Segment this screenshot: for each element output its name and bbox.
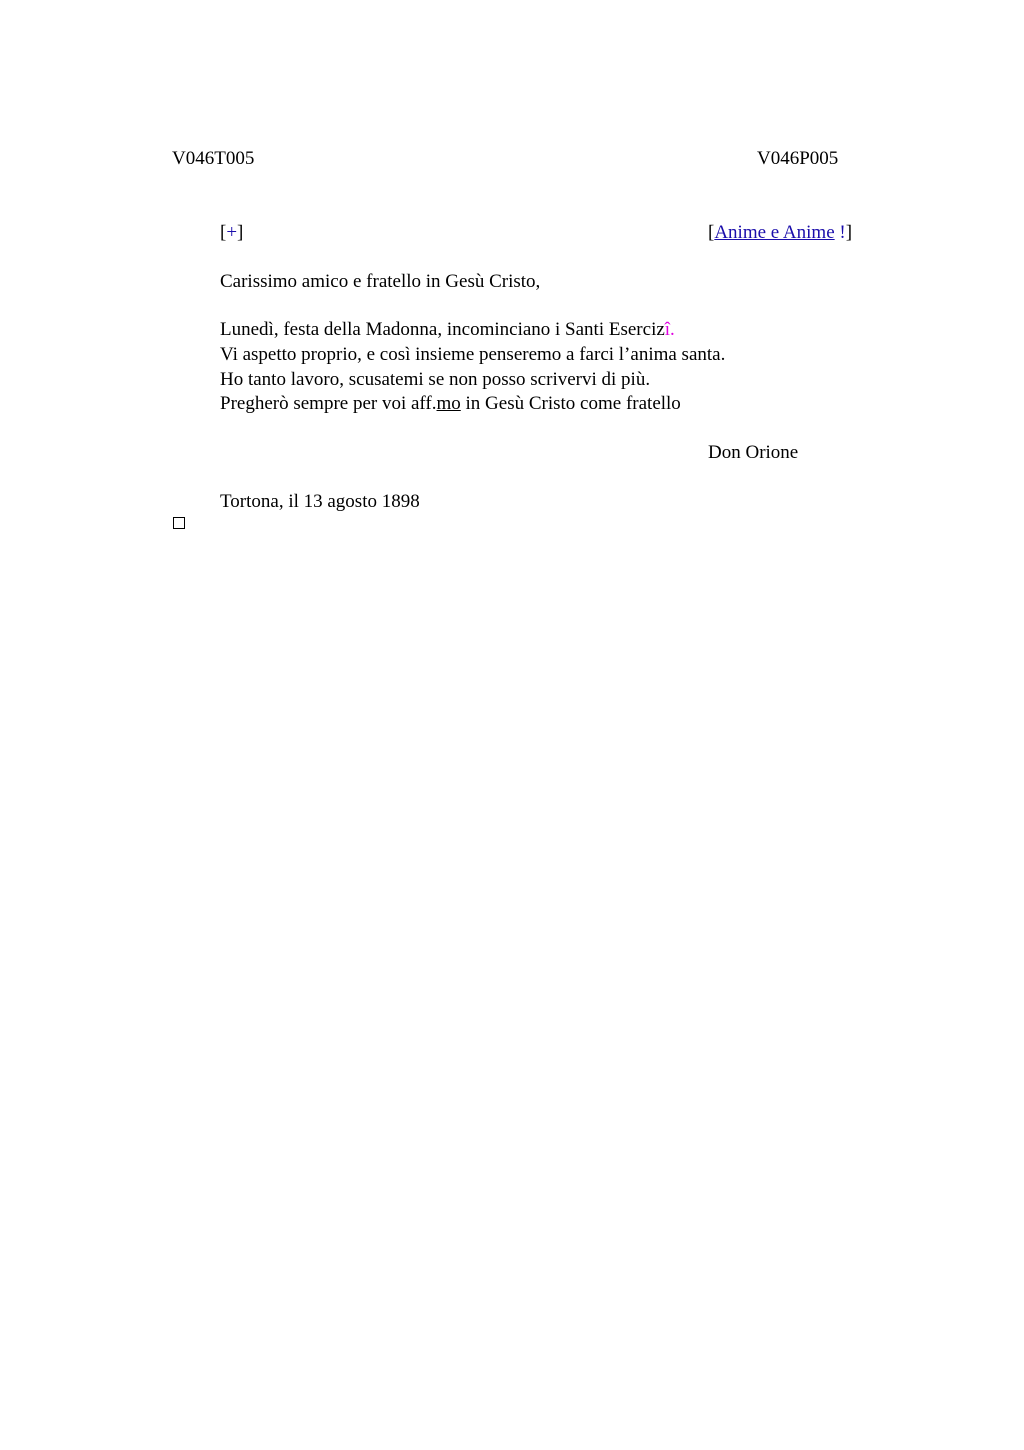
letter-line-1-text: Lunedì, festa della Madonna, incominciano i Santi Eserciz xyxy=(220,319,665,340)
bracket-close: ] xyxy=(845,222,853,243)
end-marker-checkbox xyxy=(173,517,185,529)
salutation: Carissimo amico e fratello in Gesù Cristo, xyxy=(220,271,541,292)
letter-line-4 xyxy=(220,394,681,413)
bracket-open: [ xyxy=(708,222,715,243)
exclamation-link[interactable]: ! xyxy=(839,222,846,243)
letter-line-1 xyxy=(220,320,675,339)
document-code-left: V046T005 xyxy=(172,148,255,169)
bracket-open: [ xyxy=(220,222,227,243)
expand-plus-link[interactable]: + xyxy=(226,222,238,243)
signature: Don Orione xyxy=(708,442,799,463)
letter-line-2: Vi aspetto proprio, e così insieme penseremo a farci l’anima santa. xyxy=(220,344,726,365)
bracket-close: ] xyxy=(237,222,244,243)
letter-line-4-start: Pregherò sempre per voi aff. xyxy=(220,393,437,414)
document-code-right: V046P005 xyxy=(757,148,839,169)
letter-line-3: Ho tanto lavoro, scusatemi se non posso scrivervi di più. xyxy=(220,369,651,390)
editorial-mark: î. xyxy=(664,319,675,340)
anime-e-anime-link[interactable]: Anime e Anime xyxy=(714,222,835,243)
expand-control xyxy=(220,223,243,242)
place-date: Tortona, il 13 agosto 1898 xyxy=(220,491,420,512)
collection-link-group xyxy=(708,223,852,242)
letter-line-4-end: in Gesù Cristo come fratello xyxy=(460,393,681,414)
abbreviation-superscript: mo xyxy=(436,393,461,414)
